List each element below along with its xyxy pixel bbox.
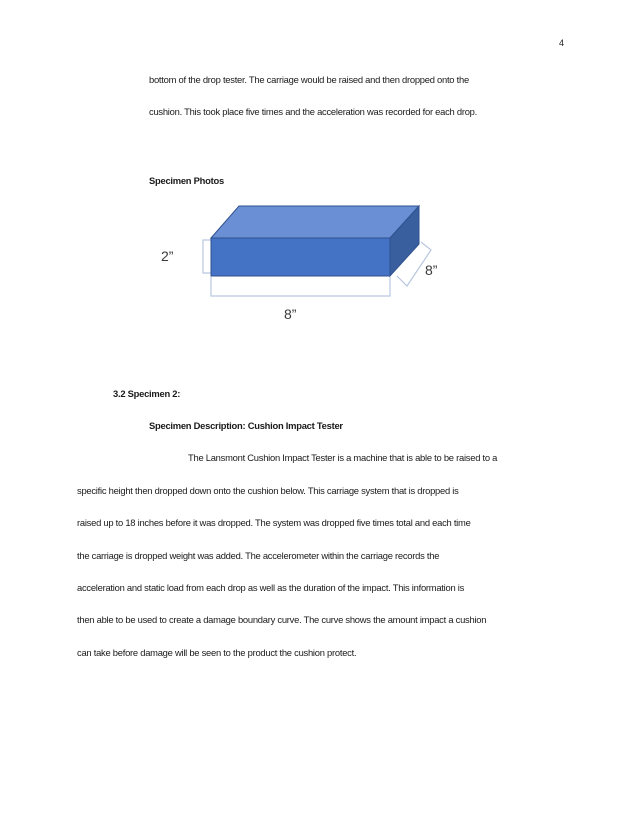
height-label: 2”	[161, 248, 174, 264]
height-bracket	[203, 240, 211, 273]
body-line-2: specific height then dropped down onto the cushion below. This carriage system that is dropped is	[77, 485, 459, 496]
depth-label: 8”	[425, 262, 438, 278]
body-line-3: raised up to 18 inches before it was dropped. The system was dropped five times total and each time	[77, 517, 471, 528]
body-line-1: The Lansmont Cushion Impact Tester is a machine that is able to be raised to a	[188, 452, 498, 463]
section-heading: 3.2 Specimen 2:	[113, 388, 181, 399]
box-top-face	[211, 206, 419, 238]
width-bracket	[211, 277, 390, 296]
specimen-photos-heading: Specimen Photos	[149, 175, 224, 186]
page-number: 4	[558, 38, 564, 48]
specimen-box-figure	[161, 200, 445, 328]
intro-line-1: bottom of the drop tester. The carriage would be raised and then dropped onto the	[149, 74, 469, 85]
box-front-face	[211, 238, 390, 276]
body-line-5: acceleration and static load from each drop as well as the duration of the impact. This information is	[77, 582, 465, 593]
body-line-6: then able to be used to create a damage boundary curve. The curve shows the amount impact a cushion	[77, 614, 487, 625]
specimen-description-heading: Specimen Description: Cushion Impact Tester	[149, 420, 343, 431]
body-line-4: the carriage is dropped weight was added. The accelerometer within the carriage records the	[77, 550, 440, 561]
intro-line-2: cushion. This took place five times and the acceleration was recorded for each drop.	[149, 106, 477, 117]
body-line-7: can take before damage will be seen to the product the cushion protect.	[77, 647, 357, 658]
width-label: 8”	[284, 306, 297, 322]
specimen-box-drawing	[195, 200, 445, 328]
